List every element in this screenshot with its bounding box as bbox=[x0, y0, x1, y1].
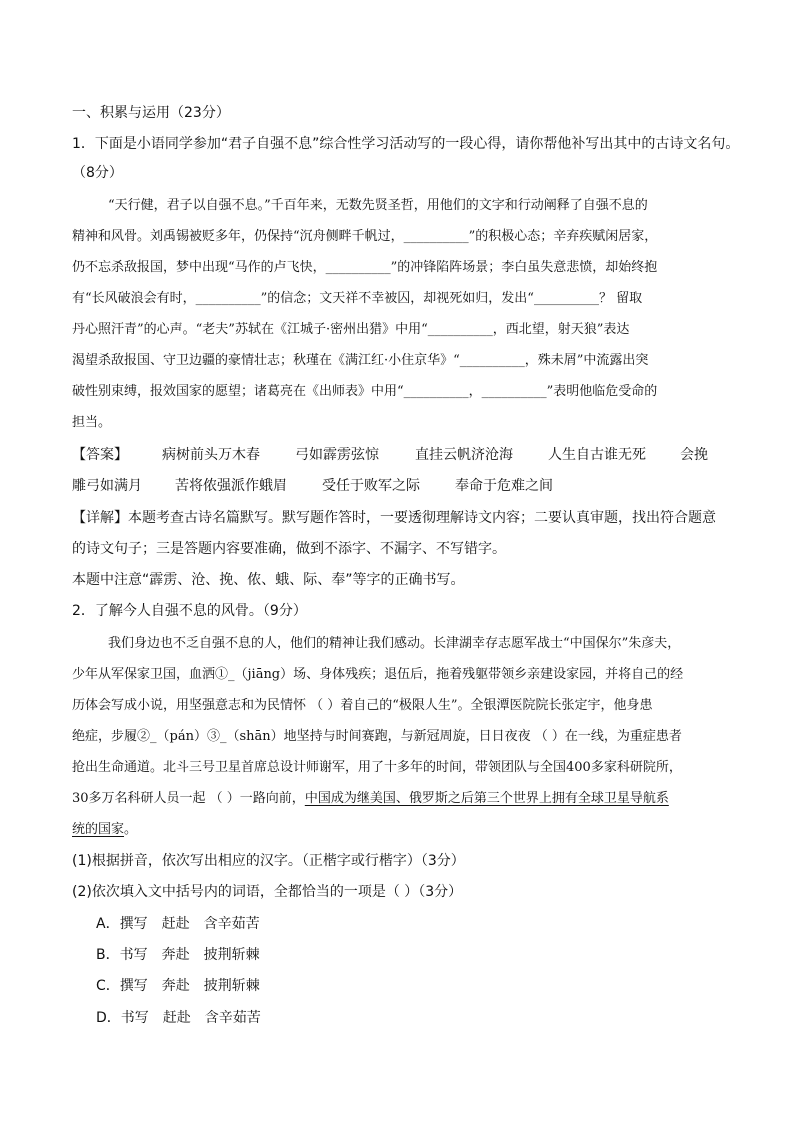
q2-passage-line bbox=[72, 789, 669, 809]
answer-item: 奉命于危难之间 bbox=[455, 478, 553, 494]
q2-underlined-sentence: 中国成为继美国、俄罗斯之后第三个世界上拥有全球卫星导航系 bbox=[304, 791, 669, 806]
answer-item: 雕弓如满月 bbox=[72, 478, 142, 494]
answer-item: 直挂云帆济沧海 bbox=[415, 447, 513, 463]
option-a: A．撰写 赶赴 含辛茹苦 bbox=[96, 916, 260, 932]
answer-item: 弓如霹雳弦惊 bbox=[295, 447, 379, 463]
option-c: C．撰写 奔赴 披荆斩棘 bbox=[96, 978, 260, 994]
option-d: D．书写 赶赴 含辛茹苦 bbox=[96, 1010, 261, 1026]
detail-line2: 的诗文句子；三是答题内容要准确，做到不添字、不漏字、不写错字。 bbox=[72, 541, 506, 557]
q1-passage-line: 丹心照汗青”的心声。“老夫”苏轼在《江城子·密州出猎》中用“__________，西北望，射天狼”表达 bbox=[72, 322, 630, 337]
q2-passage-text: 30多万名科研人员一起 （ ）一路向前， bbox=[72, 791, 305, 806]
answer-item: 会挽 bbox=[680, 447, 708, 463]
q2-passage-line: 抢出生命通道。北斗三号卫星首席总设计师谢军，用了十多年的时间，带领团队与全国400多家科研院所， bbox=[72, 760, 682, 775]
q2-title: 2．了解今人自强不息的风骨。（9分） bbox=[72, 603, 307, 619]
q2-passage-line: 绝症，步履②_（pán）③_（shān）地坚持与时间赛跑，与新冠周旋，日日夜夜 （ ）在一线，为重症患者 bbox=[72, 729, 682, 744]
q1-passage-line: 仍不忘杀敌报国，梦中出现“马作的卢飞快，__________”的冲锋陷阵场景；李白虽失意悲愤，却始终抱 bbox=[72, 260, 658, 275]
q2-passage-line: 少年从军保家卫国，血洒①_（jiāng）场、身体残疾；退伍后，拖着残躯带领乡亲建设家园，并将自己的经 bbox=[72, 667, 684, 682]
q1-title-line2: （8分） bbox=[72, 165, 123, 181]
detail-note: 本题中注意“霹雳、沧、挽、侬、蛾、际、奉”等字的正确书写。 bbox=[72, 572, 465, 588]
q2-passage-line bbox=[72, 820, 137, 840]
q1-passage-line: 渴望杀敌报国、守卫边疆的豪情壮志；秋瑾在《满江红·小住京华》“__________，殊未屑”中流露出突 bbox=[72, 353, 649, 368]
q2-passage-text: 。 bbox=[124, 822, 138, 837]
answer-item: 受任于败军之际 bbox=[322, 478, 420, 494]
answer-item: 苦将侬强派作蛾眉 bbox=[175, 478, 287, 494]
q2-sub2: (2)依次填入文中括号内的词语，全都恰当的一项是（ ）（3分） bbox=[72, 884, 463, 900]
answer-label: 【答案】 bbox=[72, 447, 128, 463]
q1-title-line1: 1．下面是小语同学参加“君子自强不息”综合性学习活动写的一段心得，请你帮他补写出其中的古诗文名句。 bbox=[72, 136, 740, 152]
answer-item: 病树前头万木春 bbox=[162, 447, 260, 463]
q1-passage-line: 精神和风骨。刘禹锡被贬多年，仍保持“沉舟侧畔千帆过，__________”的积极心态；辛弃疾赋闲居家， bbox=[72, 229, 658, 244]
section-title: 一、积累与运用（23分） bbox=[72, 105, 230, 121]
q2-passage-line: 我们身边也不乏自强不息的人，他们的精神让我们感动。长津湖幸存志愿军战士“中国保尔”朱彦夫， bbox=[108, 636, 681, 651]
option-b: B．书写 奔赴 披荆斩棘 bbox=[96, 947, 260, 963]
q1-passage-line: “天行健，君子以自强不息。”千百年来，无数先贤圣哲，用他们的文字和行动阐释了自强不息的 bbox=[108, 198, 648, 213]
q1-passage-line: 破性别束缚，报效国家的愿望；诸葛亮在《出师表》中用“__________，__________”表明他临危受命的 bbox=[72, 384, 658, 399]
q1-passage-line: 有“长风破浪会有时，__________”的信念；文天祥不幸被囚，却视死如归，发出“__________？ 留取 bbox=[72, 291, 643, 306]
q1-passage-line: 担当。 bbox=[72, 415, 112, 430]
q2-passage-line: 历体会写成小说，用坚强意志和为民情怀 （ ）着自己的“极限人生”。全银潭医院院长张定宇，他身患 bbox=[72, 698, 653, 713]
answer-item: 人生自古谁无死 bbox=[548, 447, 646, 463]
q2-underlined-sentence: 统的国家 bbox=[72, 822, 125, 837]
q2-sub1: (1)根据拼音，依次写出相应的汉字。（正楷字或行楷字）（3分） bbox=[72, 853, 465, 869]
detail-line1: 【详解】本题考查古诗名篇默写。默写题作答时，一要透彻理解诗文内容；二要认真审题，找出符合题意 bbox=[72, 510, 716, 526]
